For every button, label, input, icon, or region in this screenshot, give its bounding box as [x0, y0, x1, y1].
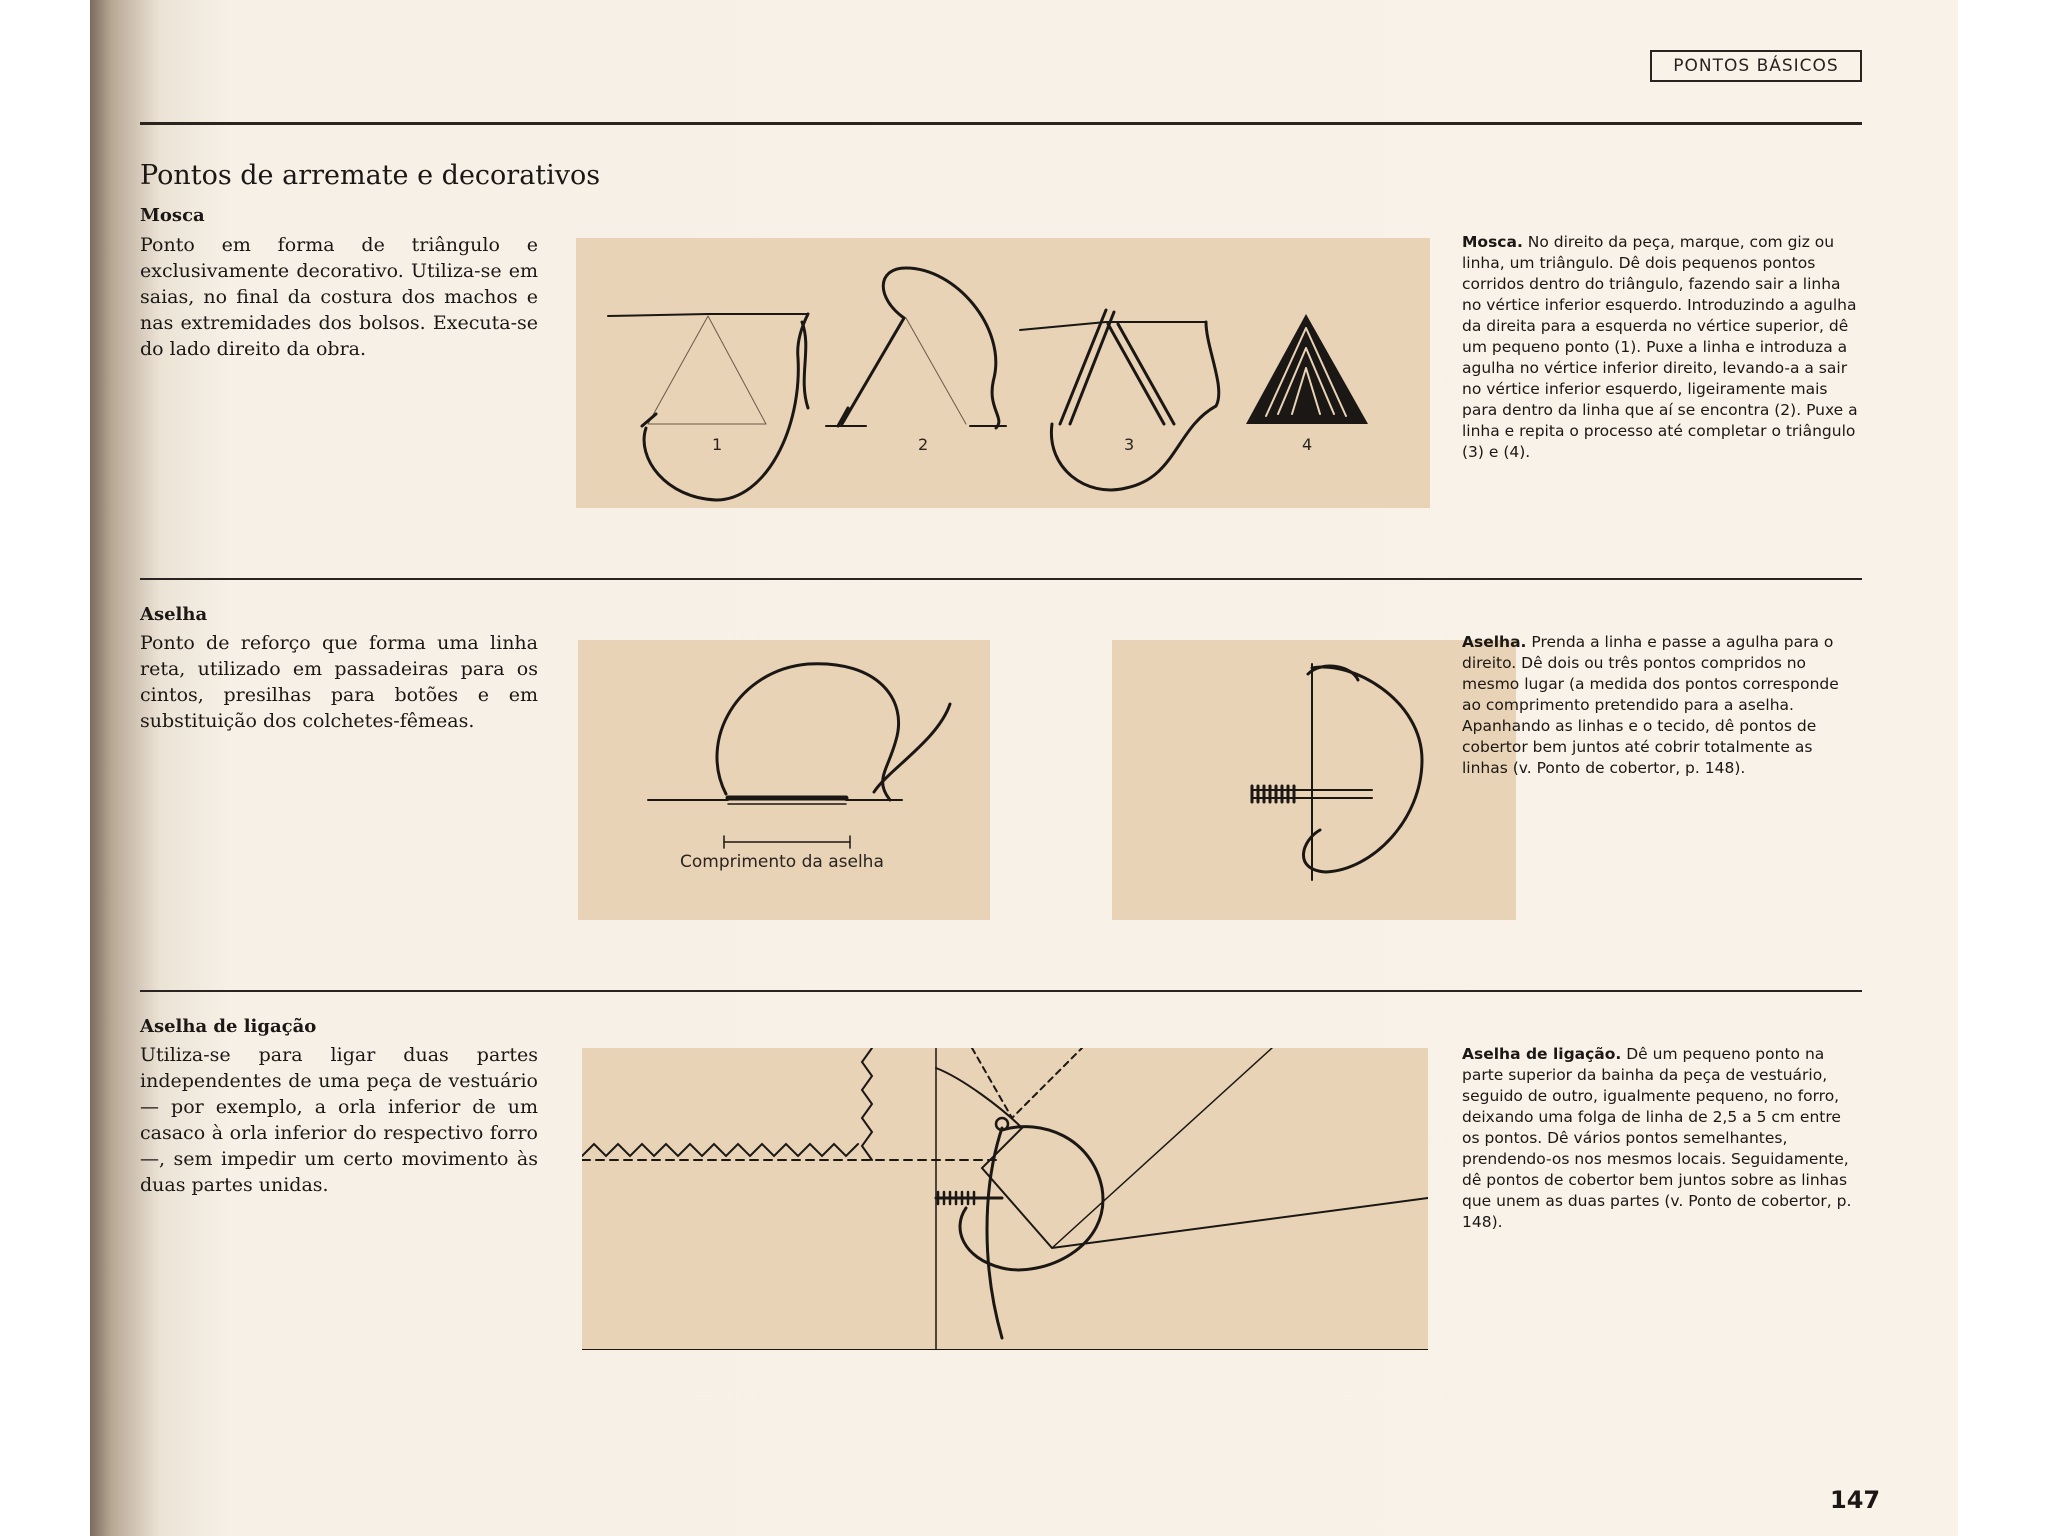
instruction-aselha — [1462, 632, 1862, 779]
figure-number-4: 4 — [1302, 435, 1313, 454]
figure-panel-mosca — [576, 238, 1430, 508]
instruction-title-aselha-de-ligacao: Aselha de ligação. — [1462, 1045, 1622, 1063]
section-description-mosca: Ponto em forma de triângulo e exclusivamente decorativo. Utiliza-se em saias, no final da costura dos machos e nas extremidades dos bolsos. Executa-se do lado direito da obra. — [140, 234, 538, 360]
instruction-body-aselha-de-ligacao: Dê um pequeno ponto na parte superior da bainha da peça de vestuário, seguido de outro, igualmente pequeno, no forro, deixando uma folga de linha de 2,5 a 5 cm entre os pontos. Dê vários pontos semelhantes, prendendo-os nos mesmos locais. Seguidamente, dê pontos de cobertor bem juntos sobre as linhas que unem as duas partes (v. Ponto de cobertor, p. 148). — [1462, 1045, 1852, 1231]
aselha-de-ligacao-illustration — [582, 1048, 1428, 1350]
section-divider-2 — [140, 990, 1862, 992]
aselha-illustration-2 — [1112, 640, 1516, 920]
instruction-title-mosca: Mosca. — [1462, 233, 1523, 251]
figure-panel-aselha-1 — [578, 640, 990, 920]
figure-panel-aselha-2 — [1112, 640, 1516, 920]
figure-number-2: 2 — [918, 435, 929, 454]
book-page — [90, 0, 1958, 1536]
section-description-aselha: Ponto de reforço que forma uma linha reta, utilizado em passadeiras para os cintos, presilhas para botões e em substituição dos colchetes-fêmeas. — [140, 632, 538, 732]
section-heading-aselha: Aselha — [140, 604, 208, 625]
figure-number-1: 1 — [712, 435, 723, 454]
section-heading-aselha-de-ligacao: Aselha de ligação — [140, 1016, 317, 1037]
instruction-title-aselha: Aselha. — [1462, 633, 1527, 651]
figure-panel-aselha-de-ligacao — [582, 1048, 1428, 1350]
section-heading-mosca: Mosca — [140, 205, 205, 226]
instruction-aselha-de-ligacao — [1462, 1044, 1862, 1233]
aselha-illustration-1 — [578, 640, 990, 920]
page-title: Pontos de arremate e decorativos — [140, 160, 601, 191]
instruction-mosca — [1462, 232, 1862, 463]
section-description-aselha-de-ligacao: Utiliza-se para ligar duas partes independentes de uma peça de vestuário — por exemplo, a orla inferior de um casaco à orla inferior do respectivo forro —, sem impedir um certo movimento às duas partes unidas. — [140, 1044, 538, 1196]
figure-number-3: 3 — [1124, 435, 1135, 454]
section-tag: PONTOS BÁSICOS — [1650, 50, 1862, 82]
figure-caption-aselha: Comprimento da aselha — [680, 852, 884, 872]
page-number: 147 — [1830, 1486, 1881, 1514]
instruction-body-mosca: No direito da peça, marque, com giz ou linha, um triângulo. Dê dois pequenos pontos corridos dentro do triângulo, fazendo sair a linha no vértice inferior esquerdo. Introduzindo a agulha da direita para a esquerda no vértice superior, dê um pequeno ponto (1). Puxe a linha e introduza a agulha no vértice inferior direito, levando-a a sair no vértice inferior esquerdo, ligeiramente mais para dentro da linha que aí se encontra (2). Puxe a linha e repita o processo até completar o triângulo (3) e (4). — [1462, 233, 1858, 461]
section-divider-1 — [140, 578, 1862, 580]
instruction-body-aselha: Prenda a linha e passe a agulha para o direito. Dê dois ou três pontos compridos no mesmo lugar (a medida dos pontos corresponde ao comprimento pretendido para a aselha. Apanhando as linhas e o tecido, dê pontos de cobertor bem juntos até cobrir totalmente as linhas (v. Ponto de cobertor, p. 148). — [1462, 633, 1839, 777]
header-rule — [140, 122, 1862, 125]
mosca-illustration — [576, 238, 1430, 508]
